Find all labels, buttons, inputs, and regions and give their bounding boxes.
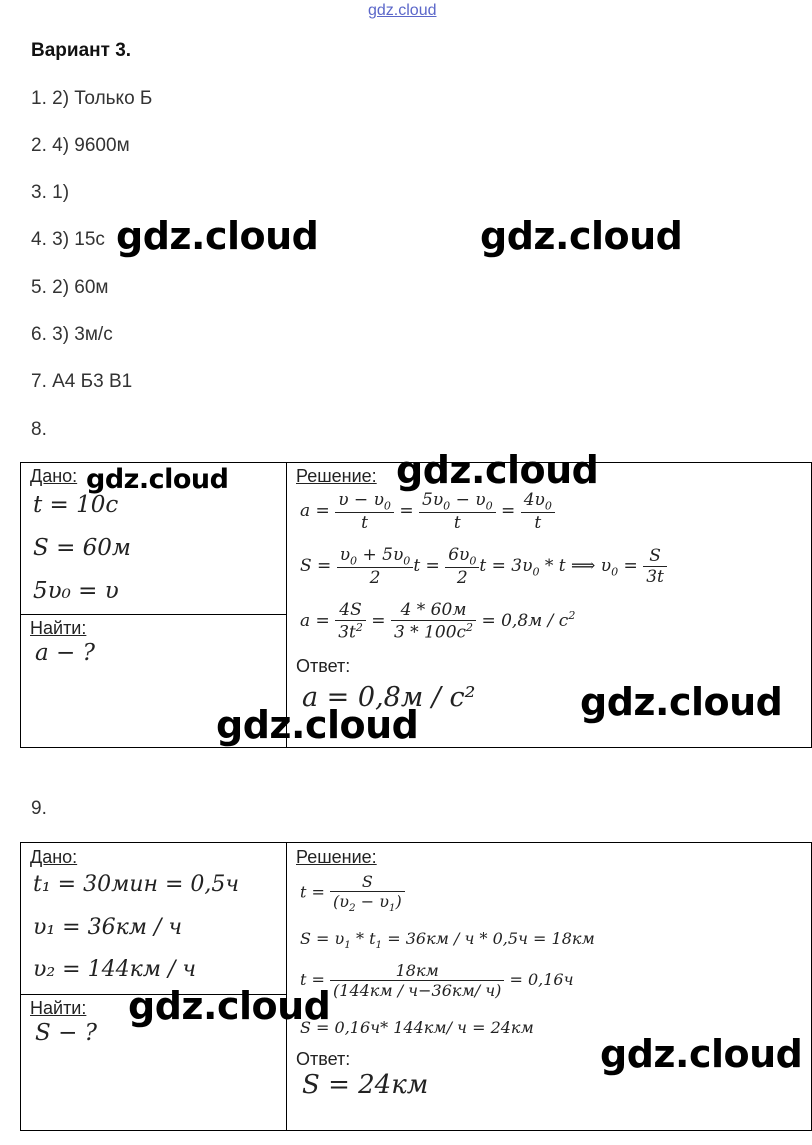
answer-4: 4. 3) 15c (31, 229, 105, 250)
watermark: gdz.cloud (216, 703, 419, 747)
variant-heading: Вариант 3. (31, 40, 132, 61)
answer-label: Ответ: (296, 1049, 351, 1069)
formula-result: a = $\frac{4S}{3t^2}$ = $\frac{4 * 60м}{3 * 100c^2}$ = $0,8м / c^2$ (300, 600, 576, 643)
given-line-1: t = 10c (33, 492, 119, 518)
formula-distance: $S = \upsilon_1 * t_1 = 36км / ч * 0,5ч = 18км$ (300, 929, 595, 952)
answer-value: a = 0,8м / c² (302, 682, 476, 713)
given-line-2: υ₁ = 36км / ч (33, 915, 183, 940)
find-label: Найти: (30, 998, 87, 1018)
answer-label: Ответ: (296, 656, 351, 676)
given-label: Дано: (30, 847, 78, 867)
formula-distance: S = $\frac{\upsilon_0 + 5\upsilon_0}{2}$ t = $\frac{6\upsilon_0}{2}$ $t = 3\upsilon_0 * t$ ⟹ $\upsilon_0$ = $\frac{S}{3t}$ (300, 545, 667, 588)
watermark: gdz.cloud (600, 1032, 803, 1076)
answer-7: 7. А4 Б3 В1 (31, 371, 133, 392)
watermark: gdz.cloud (480, 214, 683, 258)
formula-acceleration: a = $\frac{\upsilon - \upsilon_0}{t}$ = $\frac{5\upsilon_0 - \upsilon_0}{t}$ = $\frac{4\upsilon_0}{t}$ (300, 490, 555, 533)
solution-label: Решение: (296, 847, 377, 867)
given-line-3: υ₂ = 144км / ч (33, 957, 197, 982)
answer-value: S = 24км (302, 1070, 429, 1100)
given-line-3: 5υ₀ = υ (33, 578, 119, 604)
solution-label: Решение: (296, 466, 377, 486)
watermark: gdz.cloud (580, 680, 783, 724)
watermark: gdz.cloud (396, 448, 599, 492)
answer-6: 6. 3) 3м/с (31, 324, 113, 345)
site-link[interactable]: gdz.cloud (368, 2, 437, 19)
answer-8-number: 8. (31, 419, 47, 440)
given-label: Дано: (30, 466, 78, 486)
answer-5: 5. 2) 60м (31, 277, 109, 298)
formula-time-value: t = $\frac{18км}{(144км / ч-36км/ ч)}$ = 0,16ч (300, 961, 574, 1000)
watermark: gdz.cloud (86, 464, 229, 495)
answer-2: 2. 4) 9600м (31, 135, 130, 156)
find-value: S − ? (35, 1020, 97, 1046)
watermark: gdz.cloud (128, 984, 331, 1028)
formula-time: t = $\frac{S}{(\upsilon_2 - \upsilon_1)}$ (300, 872, 405, 914)
answer-1: 1. 2) Только Б (31, 88, 153, 109)
answer-3: 3. 1) (31, 182, 70, 203)
find-value: a − ? (35, 640, 95, 666)
given-line-1: t₁ = 30мин = 0,5ч (33, 872, 240, 897)
formula-result: S = 0,16ч* 144км/ ч = 24км (300, 1018, 534, 1037)
problem-9-number: 9. (31, 798, 47, 819)
given-line-2: S = 60м (33, 535, 131, 561)
watermark: gdz.cloud (116, 214, 319, 258)
find-label: Найти: (30, 618, 87, 638)
